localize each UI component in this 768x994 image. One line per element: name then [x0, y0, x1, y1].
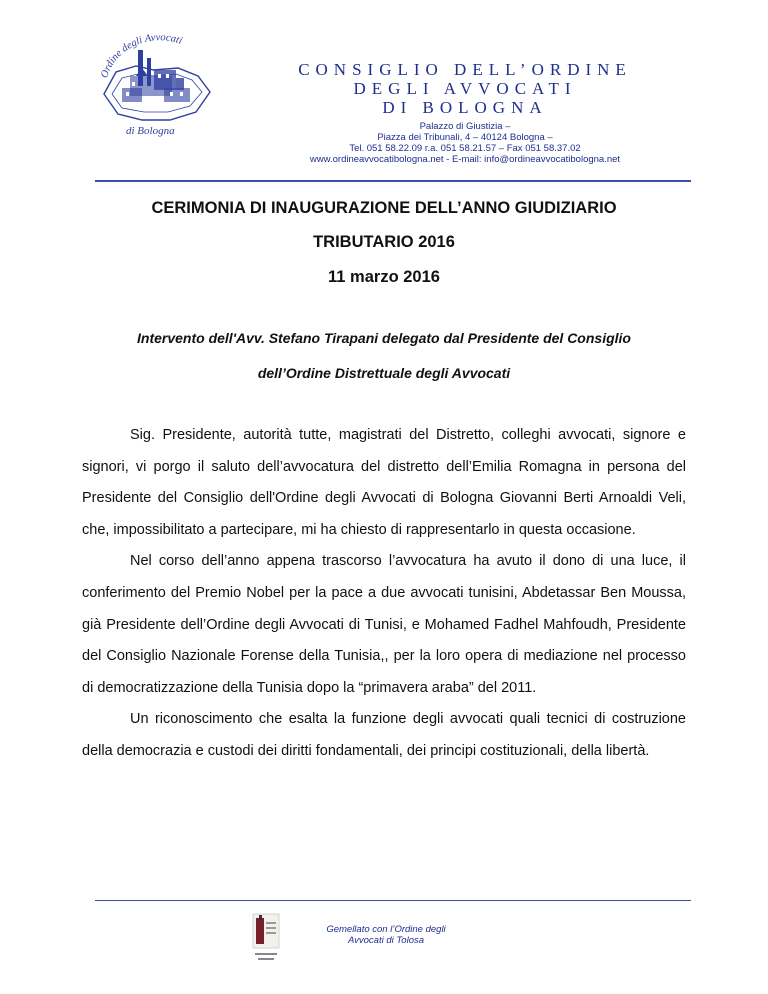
org-name-line-1: CONSIGLIO DELL’ORDINE: [298, 60, 632, 79]
speech-subtitle-line-2: dell’Ordine Distrettuale degli Avvocati: [257, 365, 511, 381]
twinning-line-2: Avvocati di Tolosa: [347, 935, 425, 946]
web-email-line: www.ordineavvocatibologna.net - E-mail: info@ordineavvocatibologna.net: [309, 154, 621, 165]
logo-bottom-text: di Bologna: [126, 125, 175, 137]
body-paragraph: Nel corso dell’anno appena trascorso l’avvocatura ha avuto il dono di una luce, il conferimento del Premio Nobel per la pace a due avvocati tunisini, Abdetassar Ben Moussa, già Presidente dell’Ordine degli Avvocati di Tunisi, e Mohamed Fadhel Mahfoudh, Presidente del Consiglio Nazionale Forense della Tunisia,, per la loro opera di mediazione nel processo di democratizzazione della Tunisia dopo la “primavera araba” del 2011.: [82, 553, 686, 696]
address-line-2: Piazza dei Tribunali, 4 – 40124 Bologna –: [377, 132, 553, 143]
twinning-note: [306, 924, 466, 946]
toulouse-bar-logo-icon: [252, 912, 280, 964]
document-title-line-1: CERIMONIA DI INAUGURAZIONE DELL’ANNO GIUDIZIARIO: [151, 199, 617, 217]
document-date: 11 marzo 2016: [328, 268, 440, 286]
twinning-line-1: Gemellato con l’Ordine degli: [326, 924, 446, 935]
org-name-line-3: DI BOLOGNA: [382, 98, 548, 117]
logo-arc-text: Ordine degli Avvocati: [99, 32, 184, 80]
contact-line: Tel. 051 58.22.09 r.a. 051 58.21.57 – Fax 051 58.37.02: [349, 143, 581, 154]
org-name-line-2: DEGLI AVVOCATI: [353, 79, 577, 98]
document-title-line-2: TRIBUTARIO 2016: [313, 233, 455, 251]
bologna-bar-logo: [92, 30, 224, 140]
header-divider: [95, 180, 691, 182]
letterhead: [255, 60, 675, 165]
address-line-1: Palazzo di Giustizia –: [419, 121, 511, 132]
body-paragraph: Un riconoscimento che esalta la funzione degli avvocati quali tecnici di costruzione della democrazia e custodi dei diritti fondamentali, dei principi costituzionali, della libertà.: [82, 711, 686, 759]
city-seal-icon: [92, 30, 224, 140]
speech-body: [82, 420, 686, 768]
body-paragraph: Sig. Presidente, autorità tutte, magistrati del Distretto, colleghi avvocati, signore e signori, vi porgo il saluto dell’avvocatura del distretto dell’Emilia Romagna in persona del Presidente del Consiglio dell'Ordine degli Avvocati di Bologna Giovanni Berti Arnoaldi Veli, che, impossibilitato a partecipare, mi ha chiesto di rappresentarlo in questa occasione.: [82, 427, 686, 538]
footer-divider: [95, 900, 691, 901]
speech-subtitle-line-1: Intervento dell'Avv. Stefano Tirapani delegato dal Presidente del Consiglio: [137, 330, 631, 346]
